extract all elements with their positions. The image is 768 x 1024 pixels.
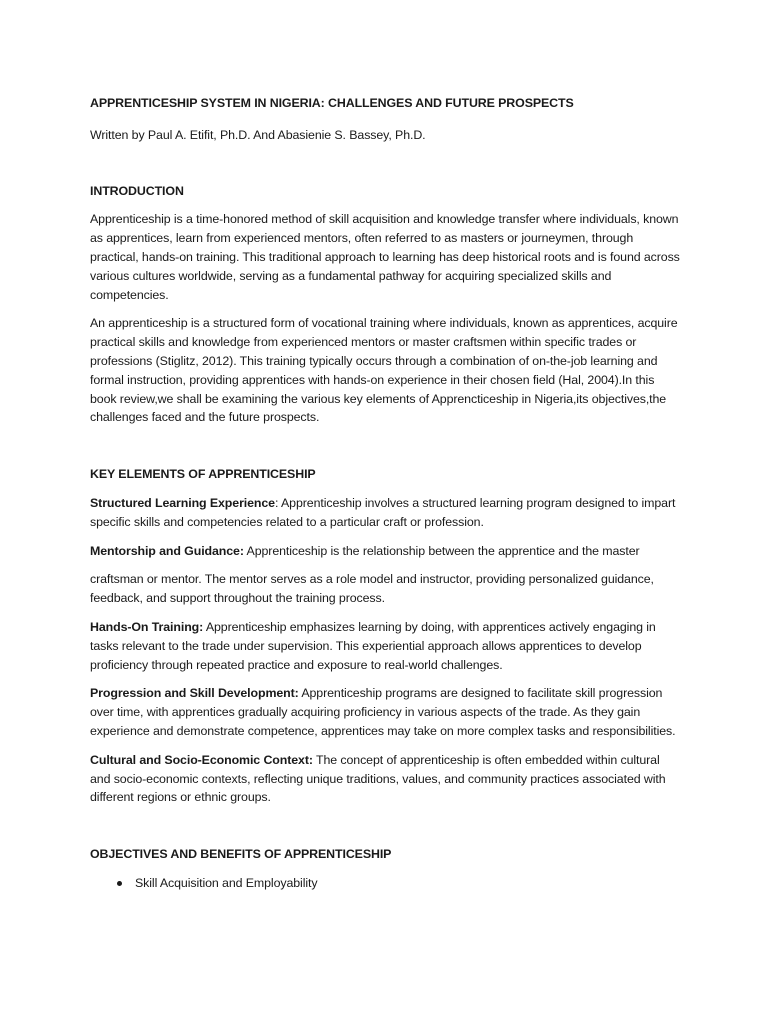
key-element-text: Apprenticeship programs are designed to facilitate skill progression over time, with apprentices gradually acquiring proficiency in various aspects of the trade. As they gain experience and demonstrate competence, apprentices may take on more complex tasks and responsibilities. bbox=[90, 686, 676, 738]
key-element-hands-on bbox=[90, 618, 680, 674]
key-element-term: Structured Learning Experience bbox=[90, 495, 275, 510]
key-element-term: Hands-On Training: bbox=[90, 619, 204, 634]
author-line: Written by Paul A. Etifit, Ph.D. And Abasienie S. Bassey, Ph.D. bbox=[90, 127, 426, 142]
list-item bbox=[90, 874, 680, 893]
document-body bbox=[90, 94, 680, 893]
introduction-heading: INTRODUCTION bbox=[90, 183, 184, 198]
key-element-text: Apprenticeship involves a structured learning program designed to impart specific skills and competencies related to a particular craft or profession. bbox=[90, 495, 676, 529]
key-element-term: Progression and Skill Development: bbox=[90, 686, 299, 701]
objectives-heading: OBJECTIVES AND BENEFITS OF APPRENTICESHIP bbox=[90, 847, 392, 862]
bullet-icon bbox=[117, 881, 122, 886]
key-element-term: Mentorship and Guidance: bbox=[90, 543, 244, 558]
key-element-separator: : bbox=[274, 495, 281, 510]
key-element-text: craftsman or mentor. The mentor serves as a role model and instructor, providing personalized guidance, feedback, and support throughout the training process. bbox=[90, 572, 654, 606]
key-element-structured-learning bbox=[90, 494, 680, 532]
key-element-text: Apprenticeship is the relationship between the apprentice and the master bbox=[246, 543, 640, 558]
list-item-text: Skill Acquisition and Employability bbox=[135, 875, 318, 890]
key-element-mentorship bbox=[90, 542, 680, 561]
key-element-text: The concept of apprenticeship is often embedded within cultural and socio-economic contexts, reflecting unique traditions, values, and community practices associated with different regions or ethnic groups. bbox=[90, 752, 666, 805]
key-element-mentorship-continued bbox=[90, 570, 680, 608]
key-element-term: Cultural and Socio-Economic Context: bbox=[90, 752, 313, 767]
objectives-list bbox=[90, 874, 680, 893]
key-element-text: Apprenticeship emphasizes learning by doing, with apprentices actively engaging in tasks relevant to the trade under supervision. This experiential approach allows apprentices to develop proficiency through repeated practice and exposure to real-world challenges. bbox=[90, 619, 656, 672]
introduction-paragraph: Apprenticeship is a time-honored method of skill acquisition and knowledge transfer where individuals, known as apprentices, learn from experienced mentors, often referred to as masters or journeymen, through practical, hands-on training. This traditional approach to learning has deep historical roots and is found across various cultures worldwide, serving as a fundamental pathway for acquiring specialized skills and competencies. bbox=[90, 212, 680, 302]
introduction-paragraph: An apprenticeship is a structured form of vocational training where individuals, known as apprentices, acquire practical skills and knowledge from experienced mentors or master craftsmen within specific trades or professions (Stiglitz, 2012). This training typically occurs through a combination of on-the-job learning and formal instruction, providing apprentices with hands-on experience in their chosen field (Hal, 2004).In this book review,we shall be examining the various key elements of Apprencticeship in Nigeria,its objectives,the challenges faced and the future prospects. bbox=[90, 316, 678, 425]
key-element-cultural-context bbox=[90, 751, 680, 807]
key-element-progression bbox=[90, 684, 680, 740]
key-elements-heading: KEY ELEMENTS OF APPRENTICESHIP bbox=[90, 467, 316, 482]
document-title: APPRENTICESHIP SYSTEM IN NIGERIA: CHALLENGES AND FUTURE PROSPECTS bbox=[90, 96, 574, 110]
